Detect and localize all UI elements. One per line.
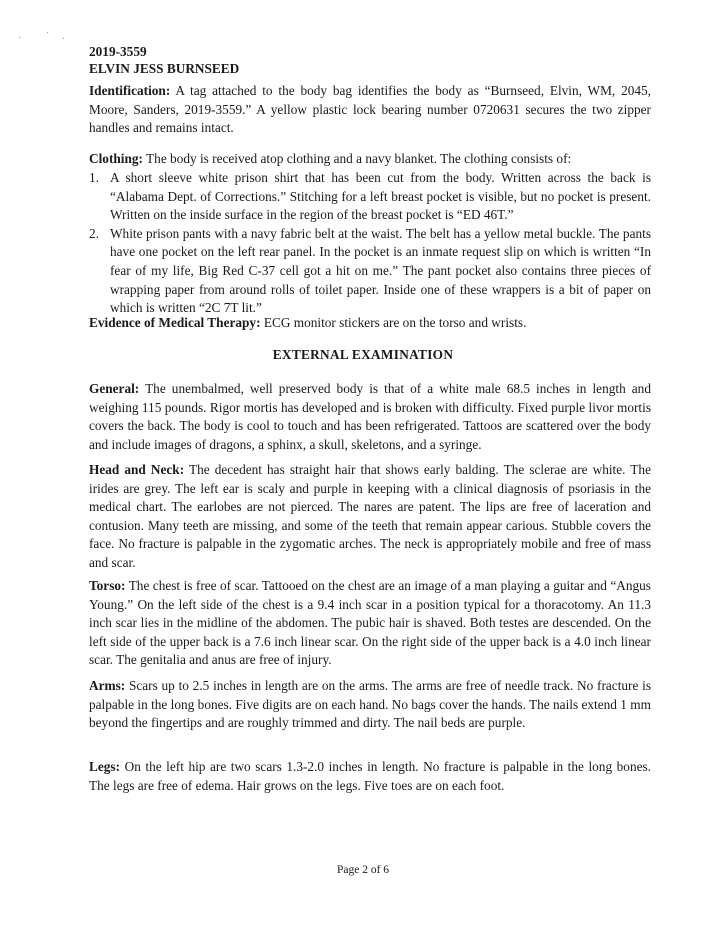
decedent-name: ELVIN JESS BURNSEED (89, 61, 240, 76)
clothing-label: Clothing (89, 151, 139, 166)
section-title-external-examination: EXTERNAL EXAMINATION (272, 347, 454, 362)
general-label: General (89, 381, 135, 396)
identification-label: Identification (89, 83, 166, 98)
clothing-list (89, 169, 651, 318)
medical-therapy-label: Evidence of Medical Therapy (89, 315, 257, 330)
torso-label: Torso (89, 578, 122, 593)
medical-therapy-text: ECG monitor stickers are on the torso and wrists. (263, 315, 527, 330)
list-item (89, 169, 651, 225)
case-header (89, 43, 239, 77)
clothing-intro-paragraph: Clothing: The body is received atop clothing and a navy blanket. The clothing consists of: (89, 151, 572, 166)
list-item-text: White prison pants with a navy fabric belt at the waist. The belt has a yellow metal buckle. The pants have one pocket on the left rear panel. In the pocket is an inmate request slip on which is written “In fear of my life, Big Red C-37 cell got a hit on me.” The pant pocket also contains three pieces of wrapping paper from around rolls of toilet paper. Inside one of these wrappers is a bit of paper on which is written “2C 7T lit.” (110, 225, 651, 316)
identification-paragraph: Identification: A tag attached to the body bag identifies the body as “Burnseed, Elvin, WM, 2045, Moore, Sanders, 2019-3559.” A yellow plastic lock bearing number 0720631 secures the two zipper handles and remains intact. (89, 83, 651, 136)
arms-label: Arms (89, 678, 121, 693)
arms-text: Scars up to 2.5 inches in length are on the arms. The arms are free of needle track. No fracture is palpable in the long bones. Five digits are on each hand. No bags cover the hands. The nails extend 1 mm beyond the fingertips and are roughly trimmed and dirty. The nail beds are purple. (89, 678, 651, 731)
medical-therapy-paragraph: Evidence of Medical Therapy: ECG monitor stickers are on the torso and wrists. (89, 315, 527, 330)
head-neck-text: The decedent has straight hair that shows early balding. The sclerae are white. The irides are grey. The left ear is scaly and purple in keeping with a clinical diagnosis of psoriasis in the medical chart. The earlobes are not pierced. The nares are patent. The lips are free of laceration and contusion. Many teeth are missing, and some of the teeth that remain appear carious. Stubble covers the face. No fracture is palpable in the zygomatic arches. The neck is appropriately mobile and free of mass and scar. (89, 462, 651, 570)
legs-paragraph: Legs: On the left hip are two scars 1.3-2.0 inches in length. No fracture is palpable in the long bones. The legs are free of edema. Hair grows on the legs. Five toes are on each foot. (89, 759, 651, 793)
list-item-number: 2. (89, 225, 99, 241)
case-number: 2019-3559 (89, 44, 147, 59)
general-text: The unembalmed, well preserved body is that of a white male 68.5 inches in length and weighing 115 pounds. Rigor mortis has developed and is broken with difficulty. Fixed purple livor mortis covers the back. The body is cool to touch and has been refrigerated. Tattoos are scattered over the body and include images of dragons, a sphinx, a skull, skeletons, and a syringe. (89, 381, 651, 452)
legs-text: On the left hip are two scars 1.3-2.0 inches in length. No fracture is palpable in the long bones. The legs are free of edema. Hair grows on the legs. Five toes are on each foot. (89, 759, 651, 793)
legs-label: Legs (89, 759, 116, 774)
scan-speck: · (46, 28, 50, 39)
page-number: Page 2 of 6 (336, 864, 390, 876)
identification-text: A tag attached to the body bag identifies the body as “Burnseed, Elvin, WM, 2045, Moore, Sanders, 2019-3559.” A yellow plastic lock bearing number 0720631 secures the two zipper handles and remains intact. (89, 83, 651, 136)
head-neck-paragraph: Head and Neck: The decedent has straight hair that shows early balding. The sclerae are white. The irides are grey. The left ear is scaly and purple in keeping with a clinical diagnosis of psoriasis in the medical chart. The earlobes are not pierced. The nares are patent. The lips are free of laceration and contusion. Many teeth are missing, and some of the teeth that remain appear carious. Stubble covers the face. No fracture is palpable in the zygomatic arches. The neck is appropriately mobile and free of mass and scar. (89, 462, 651, 570)
list-item-number: 1. (89, 170, 99, 185)
scan-speck: · (62, 34, 66, 45)
torso-text: The chest is free of scar. Tattooed on the chest are an image of a man playing a guitar and “Angus Young.” On the left side of the chest is a 9.4 inch scar in a position typical for a thoracotomy. An 11.3 inch scar lies in the midline of the abdomen. The pubic hair is shaved. Both testes are descended. On the left side of the upper back is a 7.6 inch linear scar. On the right side of the upper back is a 4.0 inch linear scar. The genitalia and anus are free of injury. (89, 578, 651, 668)
clothing-intro-text: The body is received atop clothing and a navy blanket. The clothing consists of: (146, 151, 572, 166)
head-neck-label: Head and Neck (89, 462, 180, 477)
scan-speck: · (18, 33, 22, 44)
list-item (89, 225, 651, 318)
list-item-text: A short sleeve white prison shirt that has been cut from the body. Written across the back is “Alabama Dept. of Corrections.” Stitching for a left breast pocket is visible, but no pocket is present. Written on the inside surface in the region of the breast pocket is “ED 46T.” (110, 170, 651, 223)
torso-paragraph: Torso: The chest is free of scar. Tattooed on the chest are an image of a man playing a guitar and “Angus Young.” On the left side of the chest is a 9.4 inch scar in a position typical for a thoracotomy. An 11.3 inch scar lies in the midline of the abdomen. The pubic hair is shaved. Both testes are descended. On the left side of the upper back is a 7.6 inch linear scar. On the right side of the upper back is a 4.0 inch linear scar. The genitalia and anus are free of injury. (89, 578, 651, 668)
arms-paragraph: Arms: Scars up to 2.5 inches in length are on the arms. The arms are free of needle track. No fracture is palpable in the long bones. Five digits are on each hand. No bags cover the hands. The nails extend 1 mm beyond the fingertips and are roughly trimmed and dirty. The nail beds are purple. (89, 678, 651, 731)
general-paragraph: General: The unembalmed, well preserved body is that of a white male 68.5 inches in length and weighing 115 pounds. Rigor mortis has developed and is broken with difficulty. Fixed purple livor mortis covers the back. The body is cool to touch and has been refrigerated. Tattoos are scattered over the body and include images of dragons, a sphinx, a skull, skeletons, and a syringe. (89, 381, 651, 452)
